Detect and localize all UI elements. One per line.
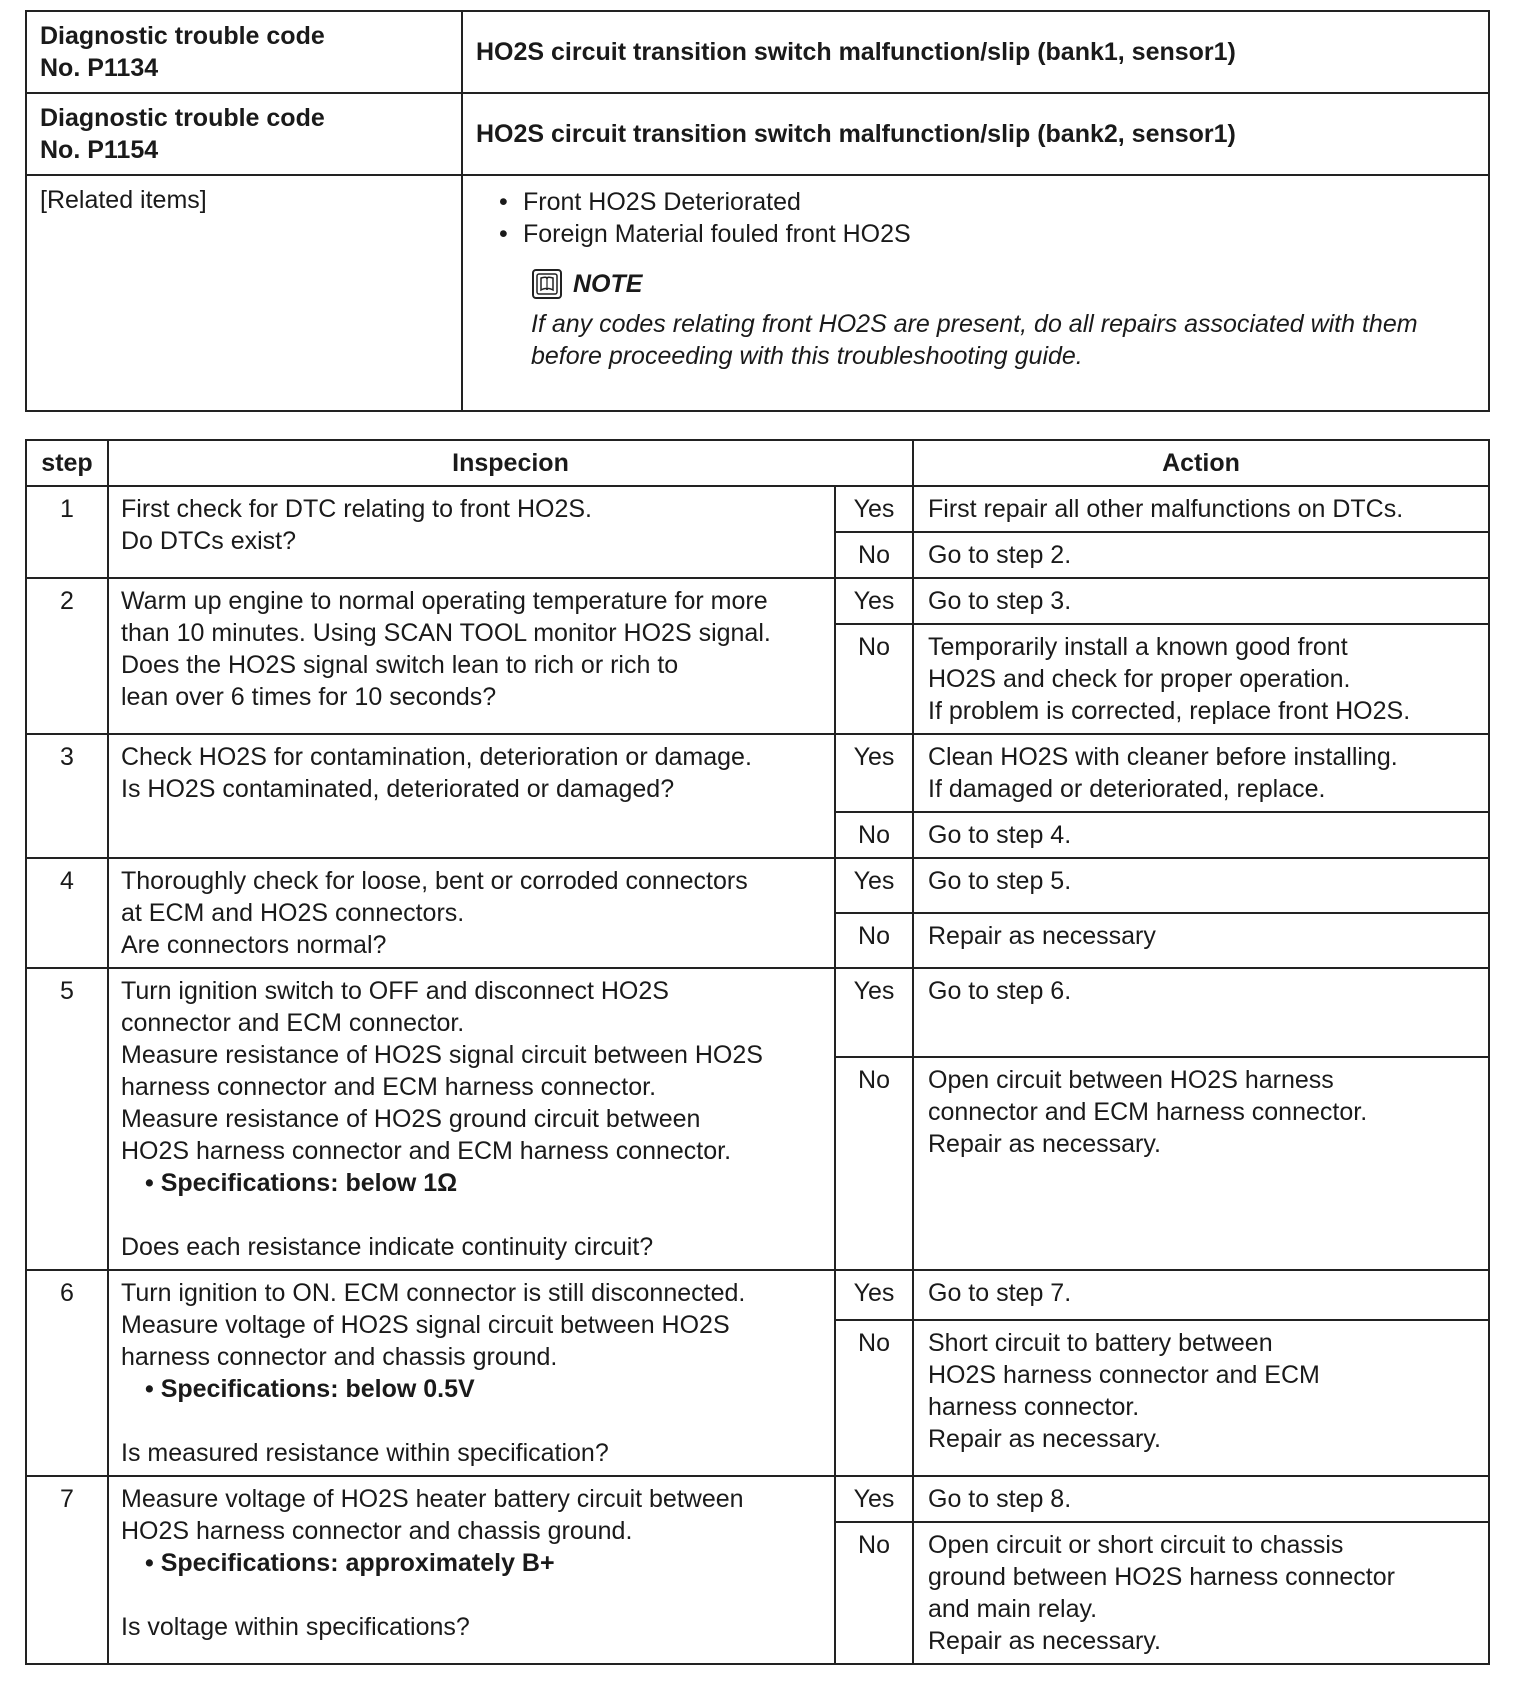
inspection-line: Thoroughly check for loose, bent or corroded connectors xyxy=(121,867,748,895)
inspection-line: lean over 6 times for 10 seconds? xyxy=(121,683,497,711)
yes-label: Yes xyxy=(835,734,913,812)
dtc-label-cell xyxy=(26,11,462,93)
inspection-header: Inspecion xyxy=(108,440,913,486)
table-header-row xyxy=(26,440,1489,486)
action-line: Go to step 3. xyxy=(928,587,1072,615)
inspection-line: at ECM and HO2S connectors. xyxy=(121,899,465,927)
action-header: Action xyxy=(913,440,1489,486)
action-line: Repair as necessary. xyxy=(928,1627,1161,1655)
yes-action xyxy=(913,1476,1489,1522)
inspection-line: Turn ignition to ON. ECM connector is still disconnected. xyxy=(121,1279,746,1307)
inspection-line: Are connectors normal? xyxy=(121,931,387,959)
no-action xyxy=(913,1522,1489,1664)
yes-action xyxy=(913,1270,1489,1320)
step-row xyxy=(26,858,1489,913)
inspection-question: Is measured resistance within specification? xyxy=(121,1439,609,1467)
dtc-description: HO2S circuit transition switch malfunction/slip (bank2, sensor1) xyxy=(462,93,1489,175)
step-number: 1 xyxy=(26,486,108,578)
action-line: Repair as necessary. xyxy=(928,1425,1161,1454)
action-line: Go to step 5. xyxy=(928,867,1072,895)
action-line: harness connector. xyxy=(928,1393,1140,1422)
no-action xyxy=(913,1057,1489,1270)
inspection-line: Measure resistance of HO2S signal circuit between HO2S xyxy=(121,1041,763,1069)
related-items-cell xyxy=(462,175,1489,411)
no-label: No xyxy=(835,1057,913,1270)
action-line: Short circuit to battery between xyxy=(928,1329,1273,1358)
yes-label: Yes xyxy=(835,1476,913,1522)
step-number: 6 xyxy=(26,1270,108,1476)
yes-action xyxy=(913,734,1489,812)
specification: • Specifications: below 0.5V xyxy=(145,1375,475,1403)
action-line: Temporarily install a known good front xyxy=(928,633,1348,661)
dtc-label: Diagnostic trouble code xyxy=(40,22,325,50)
action-line: Repair as necessary xyxy=(928,922,1156,950)
no-label: No xyxy=(835,532,913,578)
inspection-cell xyxy=(108,1270,835,1476)
action-line: ground between HO2S harness connector xyxy=(928,1563,1395,1591)
dtc-number: No. P1134 xyxy=(40,54,159,82)
inspection-cell xyxy=(108,1476,835,1664)
spacer xyxy=(121,1199,822,1231)
dtc-row xyxy=(26,93,1489,175)
action-line: If problem is corrected, replace front HO2S. xyxy=(928,697,1411,725)
yes-action xyxy=(913,486,1489,532)
inspection-line: Measure voltage of HO2S signal circuit between HO2S xyxy=(121,1311,730,1339)
inspection-line: Measure voltage of HO2S heater battery circuit between xyxy=(121,1485,744,1513)
inspection-line: harness connector and chassis ground. xyxy=(121,1343,558,1371)
dtc-row xyxy=(26,11,1489,93)
action-line: Open circuit or short circuit to chassis xyxy=(928,1531,1344,1559)
step-number: 7 xyxy=(26,1476,108,1664)
steps-body xyxy=(26,486,1489,1664)
related-item: • Front HO2S Deteriorated xyxy=(523,186,1475,218)
note-text: If any codes relating front HO2S are present, do all repairs associated with them before proceeding with this troubleshooting guide. xyxy=(531,310,1418,370)
action-line: If damaged or deteriorated, replace. xyxy=(928,775,1326,803)
no-label: No xyxy=(835,624,913,734)
no-action xyxy=(913,532,1489,578)
step-number: 4 xyxy=(26,858,108,968)
action-line: First repair all other malfunctions on DTCs. xyxy=(928,495,1404,523)
no-label: No xyxy=(835,1522,913,1664)
no-action xyxy=(913,812,1489,858)
yes-label: Yes xyxy=(835,968,913,1057)
inspection-line: than 10 minutes. Using SCAN TOOL monitor HO2S signal. xyxy=(121,619,771,647)
dtc-label-cell xyxy=(26,93,462,175)
action-line: connector and ECM harness connector. xyxy=(928,1098,1368,1127)
yes-label: Yes xyxy=(835,1270,913,1320)
specification: • Specifications: below 1Ω xyxy=(145,1169,458,1197)
step-row xyxy=(26,1476,1489,1522)
yes-label: Yes xyxy=(835,486,913,532)
inspection-line: Does the HO2S signal switch lean to rich or rich to xyxy=(121,651,679,679)
inspection-line: Turn ignition switch to OFF and disconnect HO2S xyxy=(121,977,669,1005)
no-label: No xyxy=(835,812,913,858)
inspection-cell xyxy=(108,578,835,734)
no-label: No xyxy=(835,1320,913,1476)
action-line: Repair as necessary. xyxy=(928,1130,1161,1159)
yes-action xyxy=(913,968,1489,1057)
no-action xyxy=(913,913,1489,968)
dtc-label: Diagnostic trouble code xyxy=(40,104,325,132)
step-number: 3 xyxy=(26,734,108,858)
inspection-cell xyxy=(108,858,835,968)
dtc-number: No. P1154 xyxy=(40,136,159,164)
action-line: Go to step 8. xyxy=(928,1485,1072,1513)
related-item: • Foreign Material fouled front HO2S xyxy=(523,218,1475,250)
yes-label: Yes xyxy=(835,858,913,913)
action-line: Go to step 2. xyxy=(928,541,1072,569)
note-heading xyxy=(531,268,1475,300)
inspection-line: HO2S harness connector and ECM harness connector. xyxy=(121,1137,732,1165)
inspection-question: Is voltage within specifications? xyxy=(121,1613,470,1641)
related-items-label: [Related items] xyxy=(26,175,462,411)
spacer xyxy=(121,1405,822,1437)
spacer xyxy=(121,1579,822,1611)
no-action xyxy=(913,624,1489,734)
inspection-line: harness connector and ECM harness connector. xyxy=(121,1073,657,1101)
troubleshooting-table xyxy=(25,439,1490,1665)
step-row xyxy=(26,578,1489,624)
step-row xyxy=(26,1270,1489,1320)
yes-label: Yes xyxy=(835,578,913,624)
step-row xyxy=(26,734,1489,812)
inspection-question: Does each resistance indicate continuity circuit? xyxy=(121,1233,654,1261)
action-line: Go to step 6. xyxy=(928,977,1072,1005)
action-line: HO2S and check for proper operation. xyxy=(928,665,1351,693)
note-title: NOTE xyxy=(573,270,643,298)
action-line: Open circuit between HO2S harness xyxy=(928,1066,1334,1095)
step-header: step xyxy=(26,440,108,486)
inspection-line: Is HO2S contaminated, deteriorated or damaged? xyxy=(121,775,675,803)
inspection-line: connector and ECM connector. xyxy=(121,1009,465,1037)
dtc-description: HO2S circuit transition switch malfunction/slip (bank1, sensor1) xyxy=(462,11,1489,93)
related-items-row xyxy=(26,175,1489,411)
yes-action xyxy=(913,858,1489,913)
specification: • Specifications: approximately B+ xyxy=(145,1549,555,1577)
action-line: Go to step 7. xyxy=(928,1279,1072,1307)
related-items-list xyxy=(495,186,1475,250)
book-note-icon xyxy=(531,268,563,300)
step-row xyxy=(26,968,1489,1057)
inspection-cell xyxy=(108,968,835,1270)
yes-action xyxy=(913,578,1489,624)
step-number: 5 xyxy=(26,968,108,1270)
action-line: and main relay. xyxy=(928,1595,1098,1623)
dtc-header-table xyxy=(25,10,1490,412)
action-line: Clean HO2S with cleaner before installing. xyxy=(928,743,1398,771)
step-number: 2 xyxy=(26,578,108,734)
inspection-line: Do DTCs exist? xyxy=(121,527,297,555)
no-label: No xyxy=(835,913,913,968)
inspection-cell xyxy=(108,734,835,858)
inspection-line: Warm up engine to normal operating temperature for more xyxy=(121,587,768,615)
inspection-line: First check for DTC relating to front HO2S. xyxy=(121,495,592,523)
action-line: Go to step 4. xyxy=(928,821,1072,849)
no-action xyxy=(913,1320,1489,1476)
inspection-line: HO2S harness connector and chassis ground. xyxy=(121,1517,633,1545)
step-row xyxy=(26,486,1489,532)
inspection-line: Check HO2S for contamination, deterioration or damage. xyxy=(121,743,752,771)
inspection-cell xyxy=(108,486,835,578)
inspection-line: Measure resistance of HO2S ground circuit between xyxy=(121,1105,701,1133)
action-line: HO2S harness connector and ECM xyxy=(928,1361,1320,1390)
